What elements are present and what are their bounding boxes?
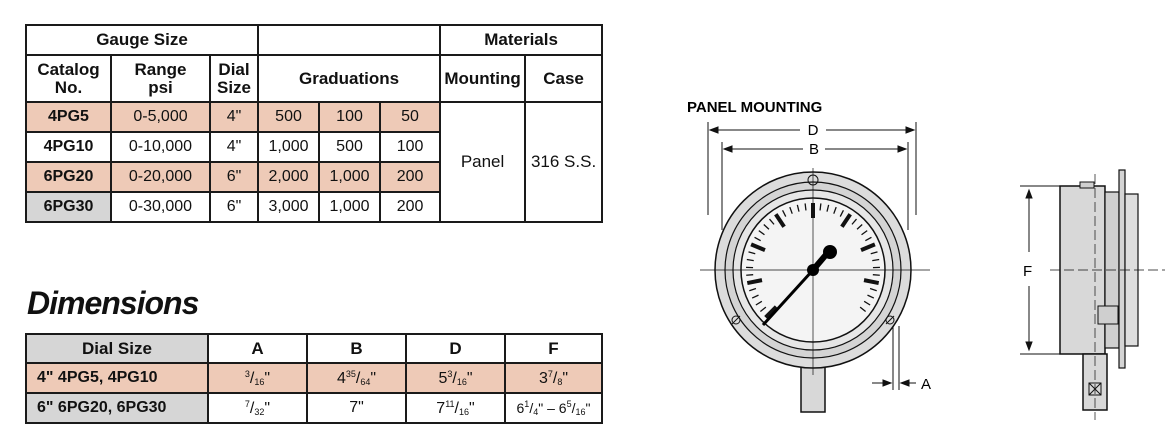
dial-minor-tick <box>746 275 753 276</box>
graduation-cell: 1,000 <box>319 162 380 192</box>
gauge-side-view <box>1020 170 1165 420</box>
b-header: B <box>307 334 406 363</box>
range-cell: 0-30,000 <box>111 192 210 222</box>
dial-size-header: Dial Size <box>26 334 208 363</box>
graduation-cell: 2,000 <box>258 162 319 192</box>
mounting-cell: Panel <box>440 102 525 222</box>
dim-a-cell: $^7/_{32}$" <box>208 393 307 423</box>
a-header: A <box>208 334 307 363</box>
table-row <box>26 102 602 132</box>
materials-header: Materials <box>440 25 602 55</box>
dial-size-cell: 4" 4PG5, 4PG10 <box>26 363 208 393</box>
gauge-table <box>25 24 603 223</box>
graduation-cell: 500 <box>319 132 380 162</box>
catalog-no-header: Catalog No. <box>26 55 111 102</box>
dial-minor-tick <box>805 203 806 210</box>
dimension-a-label: A <box>921 376 932 393</box>
range-cell: 0-20,000 <box>111 162 210 192</box>
dial-cell: 6" <box>210 192 258 222</box>
dim-b-cell: $4^{35}/_{64}$" <box>307 363 406 393</box>
dim-d-cell: $5^3/_{16}$" <box>406 363 505 393</box>
graduation-cell: 100 <box>319 102 380 132</box>
dimension-b-label: B <box>808 141 820 158</box>
dimension-d-label: D <box>807 122 819 139</box>
blank-header <box>258 25 440 55</box>
dial-cell: 4" <box>210 102 258 132</box>
graduations-header: Graduations <box>258 55 440 102</box>
graduation-cell: 100 <box>380 132 440 162</box>
gauge-size-header: Gauge Size <box>26 25 258 55</box>
table-row <box>26 393 602 423</box>
f-header: F <box>505 334 602 363</box>
graduation-cell: 200 <box>380 162 440 192</box>
dial-minor-tick <box>873 275 880 276</box>
graduation-cell: 1,000 <box>258 132 319 162</box>
case-header: Case <box>525 55 602 102</box>
mounting-header: Mounting <box>440 55 525 102</box>
gauge-front-view <box>700 168 930 412</box>
graduation-cell: 1,000 <box>319 192 380 222</box>
dial-minor-tick <box>820 203 821 210</box>
dimensions-title: Dimensions <box>27 285 199 321</box>
dim-b-cell: 7" <box>307 393 406 423</box>
graduation-cell: 500 <box>258 102 319 132</box>
dim-d-cell: $7^{11}/_{16}$" <box>406 393 505 423</box>
graduation-cell: 3,000 <box>258 192 319 222</box>
dial-cell: 6" <box>210 162 258 192</box>
range-cell: 0-10,000 <box>111 132 210 162</box>
catalog-cell: 6PG30 <box>26 192 111 222</box>
dial-size-cell: 6" 6PG20, 6PG30 <box>26 393 208 423</box>
graduation-cell: 200 <box>380 192 440 222</box>
catalog-cell: 4PG5 <box>26 102 111 132</box>
range-header: Range psi <box>111 55 210 102</box>
catalog-cell: 6PG20 <box>26 162 111 192</box>
dim-a-cell: $^3/_{16}$" <box>208 363 307 393</box>
graduation-cell: 50 <box>380 102 440 132</box>
d-header: D <box>406 334 505 363</box>
drawing-title: PANEL MOUNTING <box>687 99 823 116</box>
dimensions-table <box>25 333 603 424</box>
table-row <box>26 363 602 393</box>
panel-mounting-drawing <box>680 90 1167 430</box>
dimension-f-label: F <box>1023 263 1033 280</box>
dial-cell: 4" <box>210 132 258 162</box>
case-cell: 316 S.S. <box>525 102 602 222</box>
range-cell: 0-5,000 <box>111 102 210 132</box>
dim-f-cell: $6^1/_4$" – $6^5/_{16}$" <box>505 393 602 423</box>
dial-size-header: Dial Size <box>210 55 258 102</box>
catalog-cell: 4PG10 <box>26 132 111 162</box>
dim-f-cell: $3^7/_8$" <box>505 363 602 393</box>
